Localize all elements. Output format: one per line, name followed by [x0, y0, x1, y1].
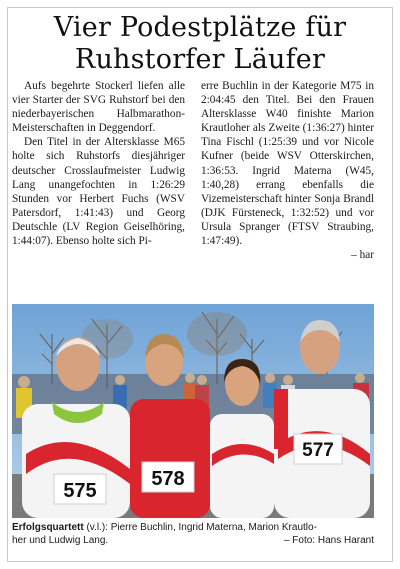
photo-caption: [12, 521, 374, 547]
paragraph-continuation: erre Buchlin in der Kategorie M75 in 2:04:45 den Titel. Bei den Frauen Altersklasse W40 finishte Marion Krautloher als Zweite (1:36:27) hinter Tina Fischl (1:25:39 und vor Nicole Kufner (beide WSV Otterskirchen, 1:36:53. Ingrid Materna (W45, 1:40,28) errang ebenfalls die Vizemeisterschaft hinter Sonja Brandl (DJK Fürsteneck, 1:32:52) und vor Ursula Spranger (FTSV Straubing, 1:47:49).: [201, 80, 374, 248]
caption-line-2: [12, 534, 374, 547]
team-photo: [12, 304, 374, 518]
bib-575: 575: [63, 480, 97, 502]
caption-names-end: her und Ludwig Lang.: [12, 535, 109, 546]
photo-illustration: [12, 304, 374, 518]
caption-names: (v.l.): Pierre Buchlin, Ingrid Materna, Marion Krautlo-: [83, 522, 317, 533]
headline-line-1: Vier Podestplätze für: [53, 12, 347, 43]
article-body: [12, 79, 374, 297]
author-byline: – har: [351, 249, 374, 262]
paragraph-m65: Den Titel in der Altersklasse M65 holte sich Ruhstorfs diesjähriger deutscher Crosslaufmeister Ludwig Lang unangefochten in 1:26:29 Stunden vor Herbert Fuchs (WSV Patersdorf, 1:41:43) und Georg Deutschle (LV Region Geiselhöring, 1:44:07). Ebenso holte sich Pi-: [12, 136, 185, 248]
caption-line-1: [12, 521, 374, 534]
column-left: [12, 79, 185, 248]
headline-line-2: Ruhstorfer Läufer: [74, 44, 326, 75]
bib-577: 577: [302, 440, 334, 461]
headline: [8, 12, 392, 76]
photo-credit: – Foto: Hans Harant: [283, 535, 374, 546]
column-right: [201, 79, 374, 262]
bib-578: 578: [151, 468, 185, 490]
paragraph-intro: Aufs begehrte Stockerl liefen alle vier Starter der SVG Ruhstorf bei den niederbayerischen Halbmarathon-Meisterschaften in Deggendorf.: [12, 80, 185, 135]
caption-title: Erfolgsquartett: [12, 522, 84, 533]
